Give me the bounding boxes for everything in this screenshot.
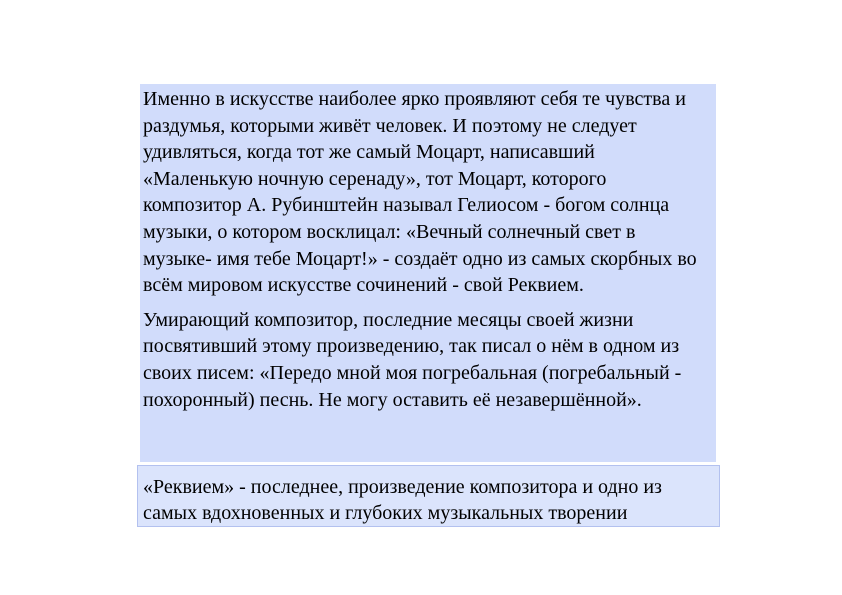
requiem-note-text: «Реквием» - последнее, произведение композитора и одно из самых вдохновенных и глубоких музыкальных творении xyxy=(143,476,662,524)
requiem-note-box xyxy=(137,465,720,527)
paragraph-dying-composer: Умирающий композитор, последние месяцы своей жизни посвятивший этому произведению, так писал о нём в одном из своих писем: «Передо мной моя погребальная (погребальный - похоронный) песнь. Не могу оставить её незавершённой». xyxy=(143,308,682,411)
paragraph-mozart-requiem: Именно в искусстве наиболее ярко проявляют себя те чувства и раздумья, которыми живёт человек. И поэтому не следует удивляться, когда тот же самый Моцарт, написавший «Маленькую ночную серенаду», тот Моцарт, которого композитор А. Рубинштейн называл Гелиосом - богом солнца музыки, о котором восклицал: «Вечный солнечный свет в музыке- имя тебе Моцарт!» - создаёт одно из самых скорбных во всём мировом искусстве сочинений - свой Реквием. xyxy=(143,88,697,297)
main-text-box xyxy=(140,84,716,462)
